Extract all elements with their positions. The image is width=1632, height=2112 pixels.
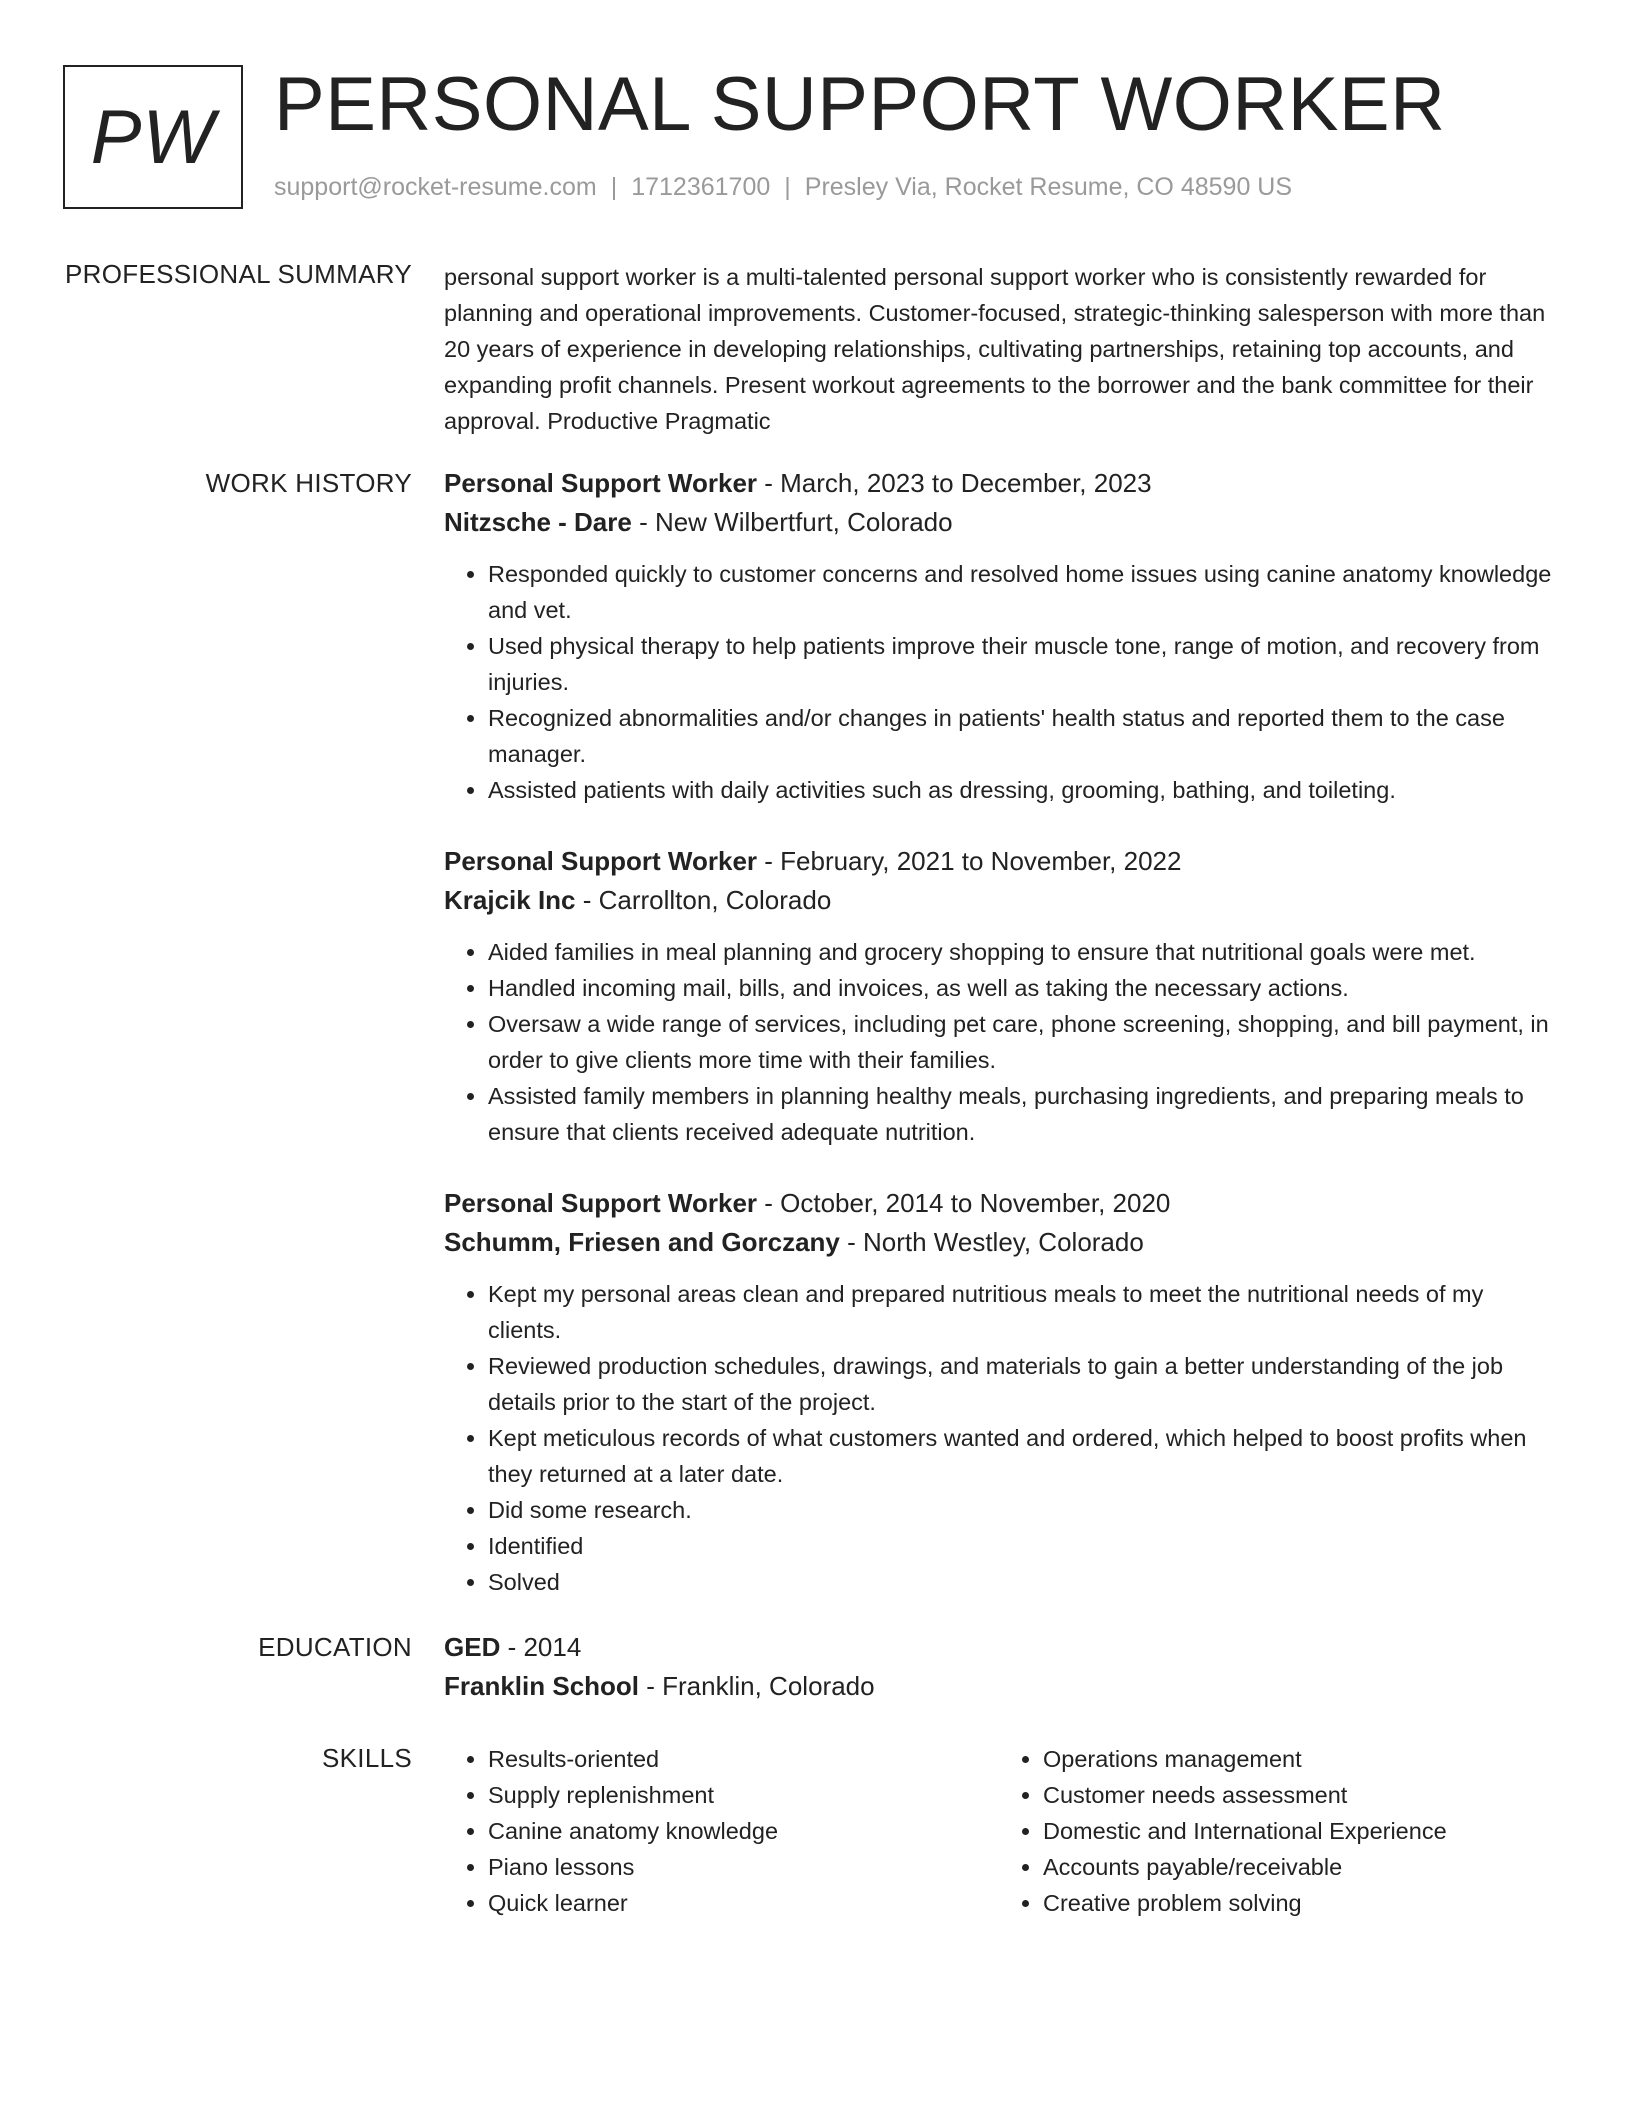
- education-school-line: [444, 1667, 1554, 1706]
- job-company: Krajcik Inc: [444, 885, 576, 915]
- job-title: Personal Support Worker: [444, 846, 758, 876]
- skill-item: • Results-oriented: [488, 1741, 999, 1777]
- job-entry: [444, 1184, 1554, 1600]
- skills-list-left: [444, 1741, 999, 1921]
- skills-list-right: [999, 1741, 1554, 1921]
- contact-address: Presley Via, Rocket Resume, CO 48590 US: [804, 173, 1293, 201]
- list-item: • Recognized abnormalities and/or changes in patients' health status and reported them to the case manager.: [488, 700, 1554, 772]
- job-location: - North Westley, Colorado: [839, 1227, 1144, 1257]
- work-history-body: [444, 464, 1554, 1634]
- list-item: • Solved: [488, 1564, 1554, 1600]
- list-item: • Responded quickly to customer concerns and resolved home issues using canine anatomy knowledge and vet.: [488, 556, 1554, 628]
- job-company: Nitzsche - Dare: [444, 507, 632, 537]
- list-item: • Assisted patients with daily activities such as dressing, grooming, bathing, and toileting.: [488, 772, 1554, 808]
- skill-item: • Customer needs assessment: [1043, 1777, 1554, 1813]
- skill-item: • Operations management: [1043, 1741, 1554, 1777]
- education-year: - 2014: [500, 1632, 582, 1662]
- job-title-line: [444, 464, 1554, 503]
- education-body: [444, 1628, 1554, 1706]
- job-bullets: [444, 556, 1554, 808]
- job-title: Personal Support Worker: [444, 468, 758, 498]
- skill-item: • Quick learner: [488, 1885, 999, 1921]
- skill-item: • Piano lessons: [488, 1849, 999, 1885]
- contact-phone: 1712361700: [631, 173, 771, 201]
- list-item: • Kept my personal areas clean and prepared nutritious meals to meet the nutritional needs of my clients.: [488, 1276, 1554, 1348]
- summary-body: [444, 259, 1554, 439]
- section-label-summary: PROFESSIONAL SUMMARY: [65, 259, 412, 289]
- list-item: • Identified: [488, 1528, 1554, 1564]
- list-item: • Reviewed production schedules, drawings, and materials to gain a better understanding of the job details prior to the start of the project.: [488, 1348, 1554, 1420]
- job-dates: - March, 2023 to December, 2023: [757, 468, 1152, 498]
- job-company-line: [444, 881, 1554, 920]
- skill-item: • Supply replenishment: [488, 1777, 999, 1813]
- list-item: • Kept meticulous records of what customers wanted and ordered, which helped to boost profits when they returned at a later date.: [488, 1420, 1554, 1492]
- education-location: - Franklin, Colorado: [639, 1671, 875, 1701]
- section-label-work-history: WORK HISTORY: [205, 468, 412, 498]
- job-bullets: [444, 1276, 1554, 1600]
- job-company-line: [444, 1223, 1554, 1262]
- contact-separator: |: [784, 173, 791, 201]
- monogram-logo: PW: [63, 65, 243, 209]
- education-school: Franklin School: [444, 1671, 640, 1701]
- resume-header: [63, 62, 1563, 215]
- skills-body: [444, 1741, 1554, 1921]
- education-degree: GED: [444, 1632, 501, 1662]
- list-item: • Aided families in meal planning and grocery shopping to ensure that nutritional goals were met.: [488, 934, 1554, 970]
- list-item: • Handled incoming mail, bills, and invoices, as well as taking the necessary actions.: [488, 970, 1554, 1006]
- job-entry: [444, 464, 1554, 808]
- job-title: Personal Support Worker: [444, 1188, 758, 1218]
- skill-item: • Canine anatomy knowledge: [488, 1813, 999, 1849]
- job-entry: [444, 842, 1554, 1150]
- job-company: Schumm, Friesen and Gorczany: [444, 1227, 840, 1257]
- resume-name: PERSONAL SUPPORT WORKER: [274, 62, 1446, 147]
- job-dates: - February, 2021 to November, 2022: [757, 846, 1182, 876]
- job-dates: - October, 2014 to November, 2020: [757, 1188, 1171, 1218]
- section-label-skills: SKILLS: [322, 1743, 412, 1773]
- skills-columns: [444, 1741, 1554, 1921]
- summary-text: personal support worker is a multi-talented personal support worker who is consistently rewarded for planning and operational improvements. Customer-focused, strategic-thinking salesperson with more than 20 years of experience in developing relationships, cultivating partnerships, retaining top accounts, and expanding profit channels. Present workout agreements to the borrower and the bank committee for their approval. Productive Pragmatic: [444, 264, 1546, 434]
- job-title-line: [444, 842, 1554, 881]
- job-location: - New Wilbertfurt, Colorado: [631, 507, 953, 537]
- contact-email: support@rocket-resume.com: [274, 173, 597, 201]
- contact-separator: |: [610, 173, 618, 201]
- contact-line: [274, 173, 1292, 202]
- section-label-education: EDUCATION: [258, 1632, 412, 1662]
- job-location: - Carrollton, Colorado: [575, 885, 832, 915]
- job-company-line: [444, 503, 1554, 542]
- skill-item: • Accounts payable/receivable: [1043, 1849, 1554, 1885]
- list-item: • Did some research.: [488, 1492, 1554, 1528]
- skill-item: • Creative problem solving: [1043, 1885, 1554, 1921]
- job-title-line: [444, 1184, 1554, 1223]
- list-item: • Used physical therapy to help patients improve their muscle tone, range of motion, and recovery from injuries.: [488, 628, 1554, 700]
- list-item: • Assisted family members in planning healthy meals, purchasing ingredients, and preparing meals to ensure that clients received adequate nutrition.: [488, 1078, 1554, 1150]
- education-degree-line: [444, 1628, 1554, 1667]
- skill-item: • Domestic and International Experience: [1043, 1813, 1554, 1849]
- job-bullets: [444, 934, 1554, 1150]
- list-item: • Oversaw a wide range of services, including pet care, phone screening, shopping, and bill payment, in order to give clients more time with their families.: [488, 1006, 1554, 1078]
